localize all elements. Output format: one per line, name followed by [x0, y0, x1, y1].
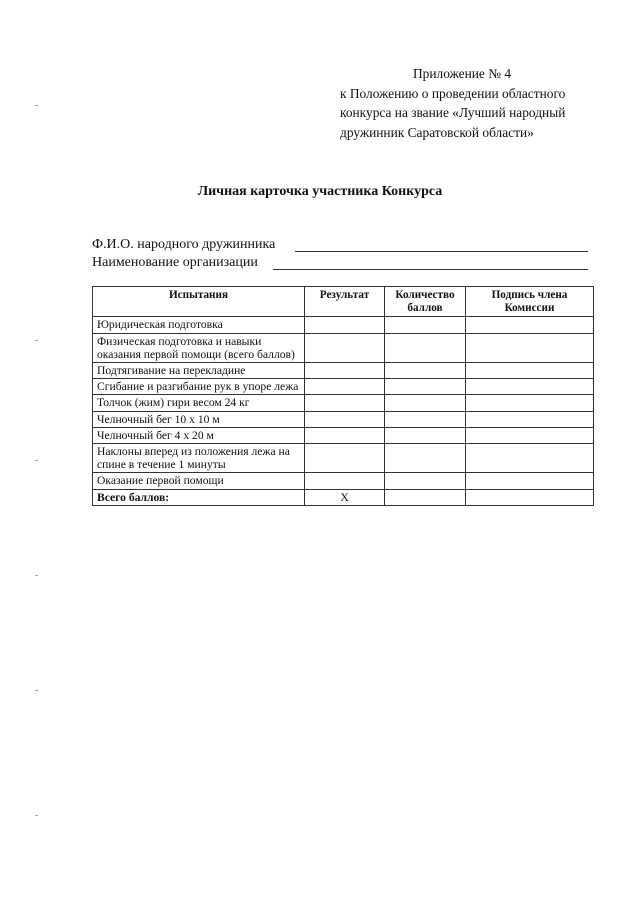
- signature-cell: [466, 427, 594, 443]
- result-cell: [305, 333, 385, 362]
- signature-cell: [466, 411, 594, 427]
- result-cell: [305, 411, 385, 427]
- signature-cell: [466, 363, 594, 379]
- appendix-number: Приложение № 4: [413, 66, 512, 81]
- total-result-cell: X: [305, 489, 385, 505]
- table-row: [93, 395, 594, 411]
- result-cell: [305, 444, 385, 473]
- result-cell: [305, 379, 385, 395]
- signature-cell: [466, 317, 594, 333]
- table-row: [93, 427, 594, 443]
- fio-blank-line: [295, 251, 588, 252]
- total-signature-cell: [466, 489, 594, 505]
- scan-margin-mark: [35, 340, 38, 341]
- scan-margin-mark: [35, 815, 38, 816]
- score-cell: [385, 395, 466, 411]
- total-label: Всего баллов:: [93, 489, 305, 505]
- document-title: Личная карточка участника Конкурса: [197, 184, 443, 199]
- signature-cell: [466, 444, 594, 473]
- table-row: [93, 444, 594, 473]
- appendix-header: [340, 64, 600, 142]
- appendix-line: дружинник Саратовской области»: [340, 124, 534, 140]
- signature-cell: [466, 333, 594, 362]
- test-name: Наклоны вперед из положения лежа на спине в течение 1 минуты: [93, 444, 305, 473]
- signature-cell: [466, 473, 594, 489]
- table-row: [93, 363, 594, 379]
- scan-margin-mark: [35, 690, 38, 691]
- header-tests: Испытания: [93, 287, 305, 317]
- test-name: Юридическая подготовка: [93, 317, 305, 333]
- test-name: Оказание первой помощи: [93, 473, 305, 489]
- appendix-line: конкурса на звание «Лучший народный: [340, 105, 566, 120]
- score-cell: [385, 444, 466, 473]
- score-cell: [385, 427, 466, 443]
- result-cell: [305, 473, 385, 489]
- result-cell: [305, 427, 385, 443]
- result-cell: [305, 317, 385, 333]
- score-cell: [385, 333, 466, 362]
- test-name: Сгибание и разгибание рук в упоре лежа: [93, 379, 305, 395]
- test-name: Челночный бег 4 х 20 м: [93, 427, 305, 443]
- organization-label: Наименование организации: [92, 255, 258, 270]
- signature-cell: [466, 379, 594, 395]
- table-row: [93, 473, 594, 489]
- scan-margin-mark: [35, 460, 38, 461]
- test-name: Толчок (жим) гири весом 24 кг: [93, 395, 305, 411]
- score-cell: [385, 411, 466, 427]
- result-cell: [305, 363, 385, 379]
- score-cell: [385, 363, 466, 379]
- total-row: [93, 489, 594, 505]
- table-row: [93, 317, 594, 333]
- header-score: Количество баллов: [385, 287, 466, 317]
- score-cell: [385, 379, 466, 395]
- score-cell: [385, 317, 466, 333]
- total-score-cell: [385, 489, 466, 505]
- organization-blank-line: [273, 269, 588, 270]
- fio-field: [92, 236, 588, 254]
- table-row: [93, 333, 594, 362]
- organization-field: [92, 254, 588, 272]
- scan-margin-mark: [35, 105, 38, 106]
- table-row: [93, 379, 594, 395]
- scan-margin-mark: [35, 575, 38, 576]
- header-signature: Подпись члена Комиссии: [466, 287, 594, 317]
- table-header-row: [93, 287, 594, 317]
- test-name: Челночный бег 10 х 10 м: [93, 411, 305, 427]
- tests-table: [92, 286, 594, 506]
- table-row: [93, 411, 594, 427]
- fio-label: Ф.И.О. народного дружинника: [92, 237, 276, 252]
- signature-cell: [466, 395, 594, 411]
- appendix-line: к Положению о проведении областного: [340, 85, 566, 101]
- test-name: Физическая подготовка и навыки оказания первой помощи (всего баллов): [93, 333, 305, 362]
- test-name: Подтягивание на перекладине: [93, 363, 305, 379]
- score-cell: [385, 473, 466, 489]
- header-result: Результат: [305, 287, 385, 317]
- result-cell: [305, 395, 385, 411]
